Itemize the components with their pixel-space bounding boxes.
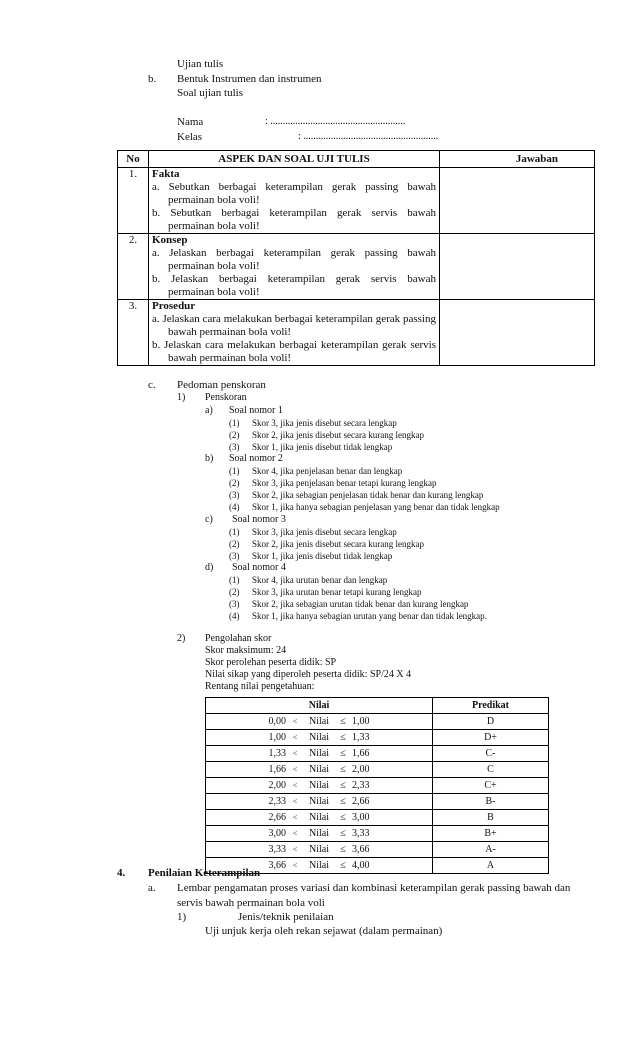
range-high: 2,33 [352, 780, 370, 791]
kelas-dots: : ...................................................... [298, 131, 439, 142]
soal-1-title: Soal nomor 1 [229, 405, 283, 416]
category-label: Prosedur [152, 300, 196, 312]
answer-cell [440, 168, 595, 234]
less-than-symbol: < [292, 749, 298, 758]
table-row [206, 730, 549, 746]
item-a-line-2: servis bawah permainan bola voli [177, 897, 325, 909]
less-equal-symbol: ≤ [340, 732, 346, 743]
question-cell [149, 168, 440, 234]
header-jawaban: Jawaban [440, 151, 595, 168]
predikat-cell: C [433, 762, 549, 778]
question-cell [149, 300, 440, 366]
less-equal-symbol: ≤ [340, 844, 346, 855]
table-row [206, 826, 549, 842]
table-row [206, 778, 549, 794]
less-than-symbol: < [292, 845, 298, 854]
item-a-marker: a. [148, 882, 156, 894]
score-marker: (2) [229, 430, 240, 440]
score-marker: (3) [229, 490, 240, 500]
nilai-word: Nilai [309, 828, 329, 839]
nilai-sikap: Nilai sikap yang diperoleh peserta didik: SP/24 X 4 [205, 669, 412, 680]
predikat-cell: D+ [433, 730, 549, 746]
nilai-range-cell [206, 730, 433, 746]
nilai-range-cell [206, 746, 433, 762]
teknik-description: Uji unjuk kerja oleh rekan sejawat (dalam permainan) [205, 925, 443, 937]
section-4-title: Penilaian Keterampilan [148, 867, 261, 879]
score-marker: (1) [229, 418, 240, 428]
less-than-symbol: < [292, 797, 298, 806]
nilai-word: Nilai [309, 780, 329, 791]
question-item: b. Jelaskan cara melakukan berbagai keterampilan gerak servis bawah permainan bola voli! [152, 339, 436, 364]
score-marker: (3) [229, 551, 240, 561]
question-item: a. Jelaskan cara melakukan berbagai keterampilan gerak passing bawah permainan bola voli! [152, 313, 436, 338]
predikat-cell: C+ [433, 778, 549, 794]
range-low: 2,66 [268, 812, 286, 823]
predikat-cell: B [433, 810, 549, 826]
score-criterion: Skor 1, jika jenis disebut tidak lengkap [252, 442, 393, 452]
less-than-symbol: < [292, 733, 298, 742]
range-high: 1,66 [352, 748, 370, 759]
score-criterion: Skor 4, jika penjelasan benar dan lengkap [252, 466, 403, 476]
less-than-symbol: < [292, 829, 298, 838]
section-4-marker: 4. [117, 867, 126, 879]
rentang-nilai-table [205, 697, 549, 874]
row-number: 1. [118, 168, 149, 234]
ujian-tulis-text: Ujian tulis [177, 58, 224, 70]
score-marker: (1) [229, 527, 240, 537]
soal-4-title: Soal nomor 4 [232, 562, 286, 573]
rentang-nilai: Rentang nilai pengetahuan: [205, 681, 315, 692]
range-high: 3,66 [352, 844, 370, 855]
category-label: Konsep [152, 234, 188, 246]
category-label: Fakta [152, 168, 180, 180]
penskoran-title: Penskoran [205, 392, 247, 403]
score-criterion: Skor 1, jika hanya sebagian penjelasan yang benar dan tidak lengkap [252, 502, 500, 512]
teknik-title: Jenis/teknik penilaian [238, 911, 334, 923]
less-than-symbol: < [292, 813, 298, 822]
table-header-row [206, 698, 549, 714]
header-nilai: Nilai [206, 698, 433, 714]
range-high: 1,33 [352, 732, 370, 743]
predikat-cell: A [433, 858, 549, 874]
question-cell [149, 234, 440, 300]
range-low: 2,33 [268, 796, 286, 807]
less-equal-symbol: ≤ [340, 812, 346, 823]
score-criterion: Skor 1, jika hanya sebagian urutan yang benar dan tidak lengkap. [252, 611, 487, 621]
less-equal-symbol: ≤ [340, 780, 346, 791]
table-row [206, 714, 549, 730]
score-criterion: Skor 3, jika jenis disebut secara lengkap [252, 418, 397, 428]
range-high: 2,66 [352, 796, 370, 807]
row-number: 2. [118, 234, 149, 300]
less-equal-symbol: ≤ [340, 860, 346, 871]
score-criterion: Skor 3, jika penjelasan benar tetapi kurang lengkap [252, 478, 437, 488]
range-low: 1,66 [268, 764, 286, 775]
header-aspek: ASPEK DAN SOAL UJI TULIS [149, 151, 440, 168]
less-than-symbol: < [292, 861, 298, 870]
table-row [206, 762, 549, 778]
predikat-cell: B+ [433, 826, 549, 842]
soal-2-marker: b) [205, 453, 214, 464]
soal-3-title: Soal nomor 3 [232, 514, 286, 525]
score-criterion: Skor 2, jika sebagian urutan tidak benar dan kurang lengkap [252, 599, 469, 609]
table-row [206, 794, 549, 810]
score-marker: (4) [229, 502, 240, 512]
score-criterion: Skor 3, jika jenis disebut secara lengkap [252, 527, 397, 537]
range-low: 1,00 [268, 732, 286, 743]
less-than-symbol: < [292, 765, 298, 774]
question-item: a. Jelaskan berbagai keterampilan gerak passing bawah permainan bola voli! [152, 247, 436, 272]
score-marker: (2) [229, 587, 240, 597]
answer-cell [440, 234, 595, 300]
nilai-range-cell [206, 842, 433, 858]
soal-ujian-tulis-text: Soal ujian tulis [177, 87, 243, 99]
nilai-range-cell [206, 794, 433, 810]
range-high: 3,33 [352, 828, 370, 839]
answer-cell [440, 300, 595, 366]
item-c-title: Pedoman penskoran [177, 379, 266, 391]
less-equal-symbol: ≤ [340, 716, 346, 727]
predikat-cell: C- [433, 746, 549, 762]
score-marker: (2) [229, 478, 240, 488]
nama-dots: : ...................................................... [265, 116, 406, 127]
row-number: 3. [118, 300, 149, 366]
skor-perolehan: Skor perolehan peserta didik: SP [205, 657, 337, 668]
score-criterion: Skor 1, jika jenis disebut tidak lengkap [252, 551, 393, 561]
soal-1-marker: a) [205, 405, 213, 416]
score-criterion: Skor 3, jika urutan benar tetapi kurang lengkap [252, 587, 422, 597]
less-equal-symbol: ≤ [340, 828, 346, 839]
nilai-range-cell [206, 826, 433, 842]
nilai-word: Nilai [309, 812, 329, 823]
less-equal-symbol: ≤ [340, 748, 346, 759]
item-b-marker: b. [148, 73, 157, 85]
table-row [118, 168, 595, 234]
nilai-range-cell [206, 778, 433, 794]
score-marker: (2) [229, 539, 240, 549]
nilai-word: Nilai [309, 764, 329, 775]
range-low: 0,00 [268, 716, 286, 727]
question-item: b. Jelaskan berbagai keterampilan gerak servis bawah permainan bola voli! [152, 273, 436, 298]
score-marker: (1) [229, 466, 240, 476]
aspek-soal-table [117, 150, 595, 366]
nama-label: Nama [177, 116, 204, 128]
range-low: 2,00 [268, 780, 286, 791]
header-predikat: Predikat [433, 698, 549, 714]
nilai-word: Nilai [309, 844, 329, 855]
pengolahan-title: Pengolahan skor [205, 633, 272, 644]
score-marker: (1) [229, 575, 240, 585]
nilai-range-cell [206, 810, 433, 826]
score-criterion: Skor 2, jika sebagian penjelasan tidak benar dan kurang lengkap [252, 490, 484, 500]
teknik-marker: 1) [177, 911, 187, 923]
score-marker: (3) [229, 599, 240, 609]
score-criterion: Skor 2, jika jenis disebut secara kurang lengkap [252, 430, 424, 440]
table-row [206, 746, 549, 762]
skor-maksimum: Skor maksimum: 24 [205, 645, 287, 656]
score-marker: (3) [229, 442, 240, 452]
nilai-range-cell [206, 714, 433, 730]
soal-2-title: Soal nomor 2 [229, 453, 283, 464]
range-high: 4,00 [352, 860, 370, 871]
less-equal-symbol: ≤ [340, 764, 346, 775]
range-low: 3,00 [268, 828, 286, 839]
score-criterion: Skor 4, jika urutan benar dan lengkap [252, 575, 388, 585]
table-row [206, 810, 549, 826]
nilai-word: Nilai [309, 860, 329, 871]
score-marker: (4) [229, 611, 240, 621]
nilai-word: Nilai [309, 796, 329, 807]
less-than-symbol: < [292, 781, 298, 790]
nilai-word: Nilai [309, 748, 329, 759]
nilai-range-cell [206, 762, 433, 778]
table-row [118, 300, 595, 366]
predikat-cell: B- [433, 794, 549, 810]
soal-4-marker: d) [205, 562, 214, 573]
range-high: 2,00 [352, 764, 370, 775]
kelas-label: Kelas [177, 131, 203, 143]
question-item: b. Sebutkan berbagai keterampilan gerak servis bawah permainan bola voli! [152, 207, 436, 232]
question-item: a. Sebutkan berbagai keterampilan gerak passing bawah permainan bola voli! [152, 181, 436, 206]
table-row [118, 234, 595, 300]
pengolahan-marker: 2) [177, 633, 186, 644]
table-header-row [118, 151, 595, 168]
item-c-marker: c. [148, 379, 156, 391]
nilai-word: Nilai [309, 716, 329, 727]
less-equal-symbol: ≤ [340, 796, 346, 807]
nilai-word: Nilai [309, 732, 329, 743]
penskoran-marker: 1) [177, 392, 186, 403]
less-than-symbol: < [292, 717, 298, 726]
table-row [206, 842, 549, 858]
range-high: 3,00 [352, 812, 370, 823]
range-low: 3,66 [268, 860, 286, 871]
range-high: 1,00 [352, 716, 370, 727]
predikat-cell: A- [433, 842, 549, 858]
predikat-cell: D [433, 714, 549, 730]
range-low: 3,33 [268, 844, 286, 855]
item-a-line-1: Lembar pengamatan proses variasi dan kombinasi keterampilan gerak passing bawah dan [177, 882, 571, 894]
range-low: 1,33 [268, 748, 286, 759]
item-b-title: Bentuk Instrumen dan instrumen [177, 73, 322, 85]
soal-3-marker: c) [205, 514, 213, 525]
score-criterion: Skor 2, jika jenis disebut secara kurang lengkap [252, 539, 424, 549]
header-no: No [118, 151, 149, 168]
